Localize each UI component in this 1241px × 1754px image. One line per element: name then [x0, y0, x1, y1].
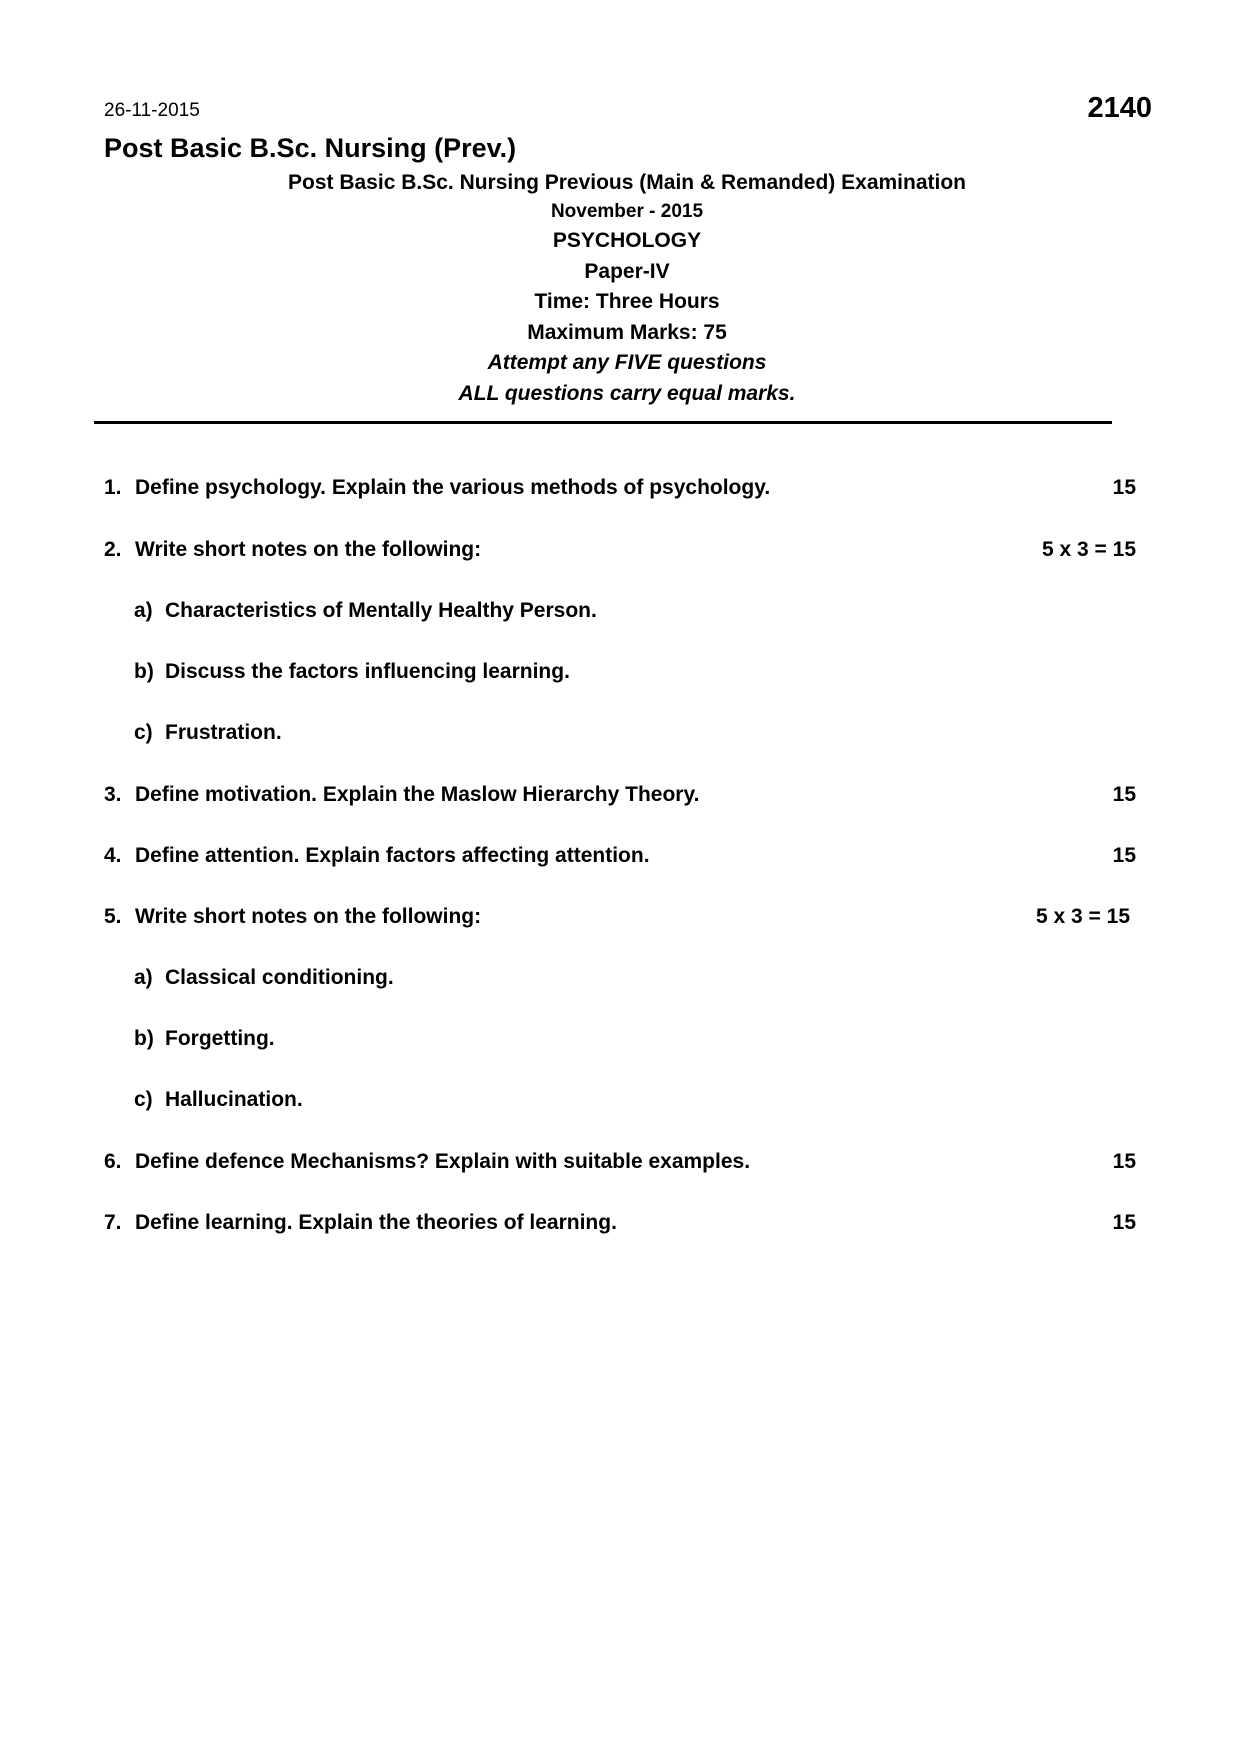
part-text: Characteristics of Mentally Healthy Person.	[165, 599, 597, 622]
question-number: 1.	[104, 476, 122, 499]
instruction-attempt: Attempt any FIVE questions	[487, 351, 767, 374]
question-marks: 5 x 3 = 15	[1036, 905, 1130, 928]
question-2	[104, 538, 1136, 562]
instruction-equal-marks: ALL questions carry equal marks.	[458, 382, 796, 405]
question-text: Define learning. Explain the theories of learning.	[135, 1211, 617, 1234]
question-4	[104, 844, 1136, 868]
exam-month: November - 2015	[550, 201, 704, 222]
question-marks: 15	[1112, 476, 1136, 499]
course-title: Post Basic B.Sc. Nursing (Prev.)	[104, 133, 517, 163]
question-marks: 5 x 3 = 15	[1042, 538, 1136, 561]
question-number: 3.	[104, 783, 122, 806]
part-label: a)	[134, 966, 153, 989]
question-marks: 15	[1112, 844, 1136, 867]
question-2-part-b	[134, 660, 570, 684]
question-number: 2.	[104, 538, 122, 561]
question-2-part-c	[134, 721, 282, 745]
part-text: Discuss the factors influencing learning.	[165, 660, 570, 683]
part-label: b)	[134, 1027, 154, 1050]
question-1	[104, 476, 1136, 500]
question-5-part-b	[134, 1027, 275, 1051]
question-marks: 15	[1112, 783, 1136, 806]
part-label: a)	[134, 599, 153, 622]
question-text: Define defence Mechanisms? Explain with suitable examples.	[135, 1150, 751, 1173]
question-text: Write short notes on the following:	[135, 538, 482, 561]
question-marks: 15	[1112, 1211, 1136, 1234]
part-text: Forgetting.	[165, 1027, 275, 1050]
part-text: Hallucination.	[165, 1088, 303, 1111]
part-text: Frustration.	[165, 721, 282, 744]
question-text: Define psychology. Explain the various methods of psychology.	[135, 476, 771, 499]
question-text: Define motivation. Explain the Maslow Hierarchy Theory.	[135, 783, 700, 806]
part-text: Classical conditioning.	[165, 966, 394, 989]
question-5-part-a	[134, 966, 394, 990]
question-2-part-a	[134, 599, 597, 623]
question-number: 5.	[104, 905, 122, 928]
question-number: 7.	[104, 1211, 122, 1234]
question-3	[104, 783, 1136, 807]
paper-number: Paper-IV	[584, 260, 670, 283]
question-5-part-c	[134, 1088, 303, 1112]
question-5	[104, 905, 1136, 929]
question-7	[104, 1211, 1136, 1235]
question-number: 4.	[104, 844, 122, 867]
maximum-marks: Maximum Marks: 75	[527, 321, 727, 344]
part-label: b)	[134, 660, 154, 683]
header-divider	[94, 421, 1112, 424]
question-number: 6.	[104, 1150, 122, 1173]
question-text: Write short notes on the following:	[135, 905, 482, 928]
question-6	[104, 1150, 1136, 1174]
question-text: Define attention. Explain factors affecting attention.	[135, 844, 650, 867]
part-label: c)	[134, 1088, 153, 1111]
paper-code: 2140	[1087, 92, 1152, 124]
subject-title: PSYCHOLOGY	[552, 229, 702, 252]
exam-date: 26-11-2015	[104, 100, 200, 121]
exam-title: Post Basic B.Sc. Nursing Previous (Main & Remanded) Examination	[288, 171, 966, 194]
time-allowed: Time: Three Hours	[534, 290, 720, 313]
part-label: c)	[134, 721, 153, 744]
question-marks: 15	[1112, 1150, 1136, 1173]
